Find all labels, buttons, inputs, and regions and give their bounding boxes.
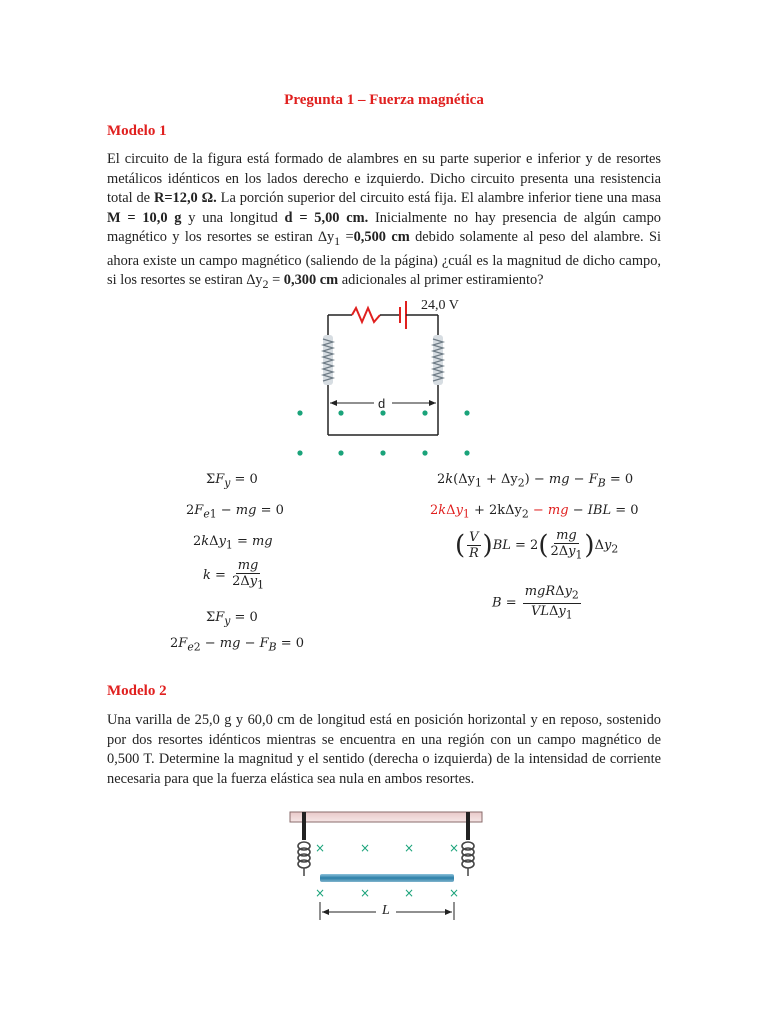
svg-text:×: ×	[449, 841, 460, 855]
modelo-2-heading: Modelo 2	[107, 683, 167, 699]
equation-1: $\Sigma F_y = 0$	[206, 472, 258, 490]
modelo-2-paragraph: Una varilla de 25,0 g y 60,0 cm de longitud está en posición horizontal y en reposo, sostenido por dos resortes idénticos mientras se encuentra en una región con un campo magnético de 0,500 T. Determine la magnitud y el sentido (derecha o izquierda) de la intensidad de corriente necesaria para que la fuerza elástica sea nula en ambos resortes.	[107, 712, 661, 787]
svg-text:×: ×	[404, 886, 415, 900]
svg-text:×: ×	[360, 841, 371, 855]
svg-text:×: ×	[449, 886, 460, 900]
equation-8: 2kΔy$_1$ + 2kΔy$_2$ − mg − IBL = 0	[430, 503, 639, 521]
equation-9: ( $\frac{V}{R}$ )BL = 2( $\frac{mg}{2\Delta y_1}$ )$\Delta y_2$	[455, 528, 619, 562]
rod	[320, 874, 454, 882]
equation-3: 2kΔy$_1$ = mg	[193, 534, 273, 552]
ceiling-bar	[290, 812, 482, 822]
battery-icon	[400, 301, 406, 329]
resistor-icon	[352, 308, 380, 322]
page-title: Pregunta 1 – Fuerza magnética	[284, 92, 484, 108]
magnetic-field-crosses	[315, 841, 459, 900]
svg-text:×: ×	[315, 886, 326, 900]
equation-4: k = $\frac{mg}{2\Delta y_1}$	[203, 558, 264, 592]
equation-2: $2F_{e1}$ − mg = 0	[186, 503, 284, 521]
spring-right-icon	[433, 335, 443, 385]
svg-text:×: ×	[360, 886, 371, 900]
svg-text:×: ×	[404, 841, 415, 855]
magnetic-field-dots	[297, 410, 469, 455]
equation-7: $2k(\Delta y_1 + \Delta y_2)$ − mg − $F_B = 0$	[437, 472, 634, 490]
spring-left-icon	[323, 335, 333, 385]
spring-right-icon	[462, 842, 474, 868]
circuit-figure	[280, 295, 490, 465]
equation-10: B = $\frac{mgR\Delta y_2}{VL\Delta y_1}$	[492, 584, 579, 622]
equation-5: $\Sigma F_y = 0$	[206, 610, 258, 628]
length-label-l: L	[382, 903, 390, 918]
modelo-1-paragraph: El circuito de la figura está formado de alambres en su parte superior e inferior y de resortes metálicos idénticos en los lados derecho e izquierdo. Dicho circuito presenta una resistencia total de R=12,0 Ω. La porción superior del circuito está fija. El alambre inferior tiene una masa M = 10,0 g y una longitud d = 5,00 cm. Inicialmente no hay presencia de algún campo magnético y los resortes se estiran $\Delta y_1 =0,500$ cm debido solamente al peso del alambre. Si ahora existe un campo magnético (saliendo de la página) ¿cuál es la magnitud de dicho campo, si los resortes se estiran $\Delta y_2 = 0,300$ cm adicionales al primer estiramiento?	[107, 151, 661, 292]
modelo-1-heading: Modelo 1	[107, 123, 167, 139]
length-label-d: d	[378, 396, 386, 411]
equation-6: $2F_{e2}$ − mg − $F_B = 0$	[170, 636, 305, 654]
spring-left-icon	[298, 842, 310, 868]
svg-text:×: ×	[315, 841, 326, 855]
voltage-label: 24,0 V	[421, 298, 459, 313]
